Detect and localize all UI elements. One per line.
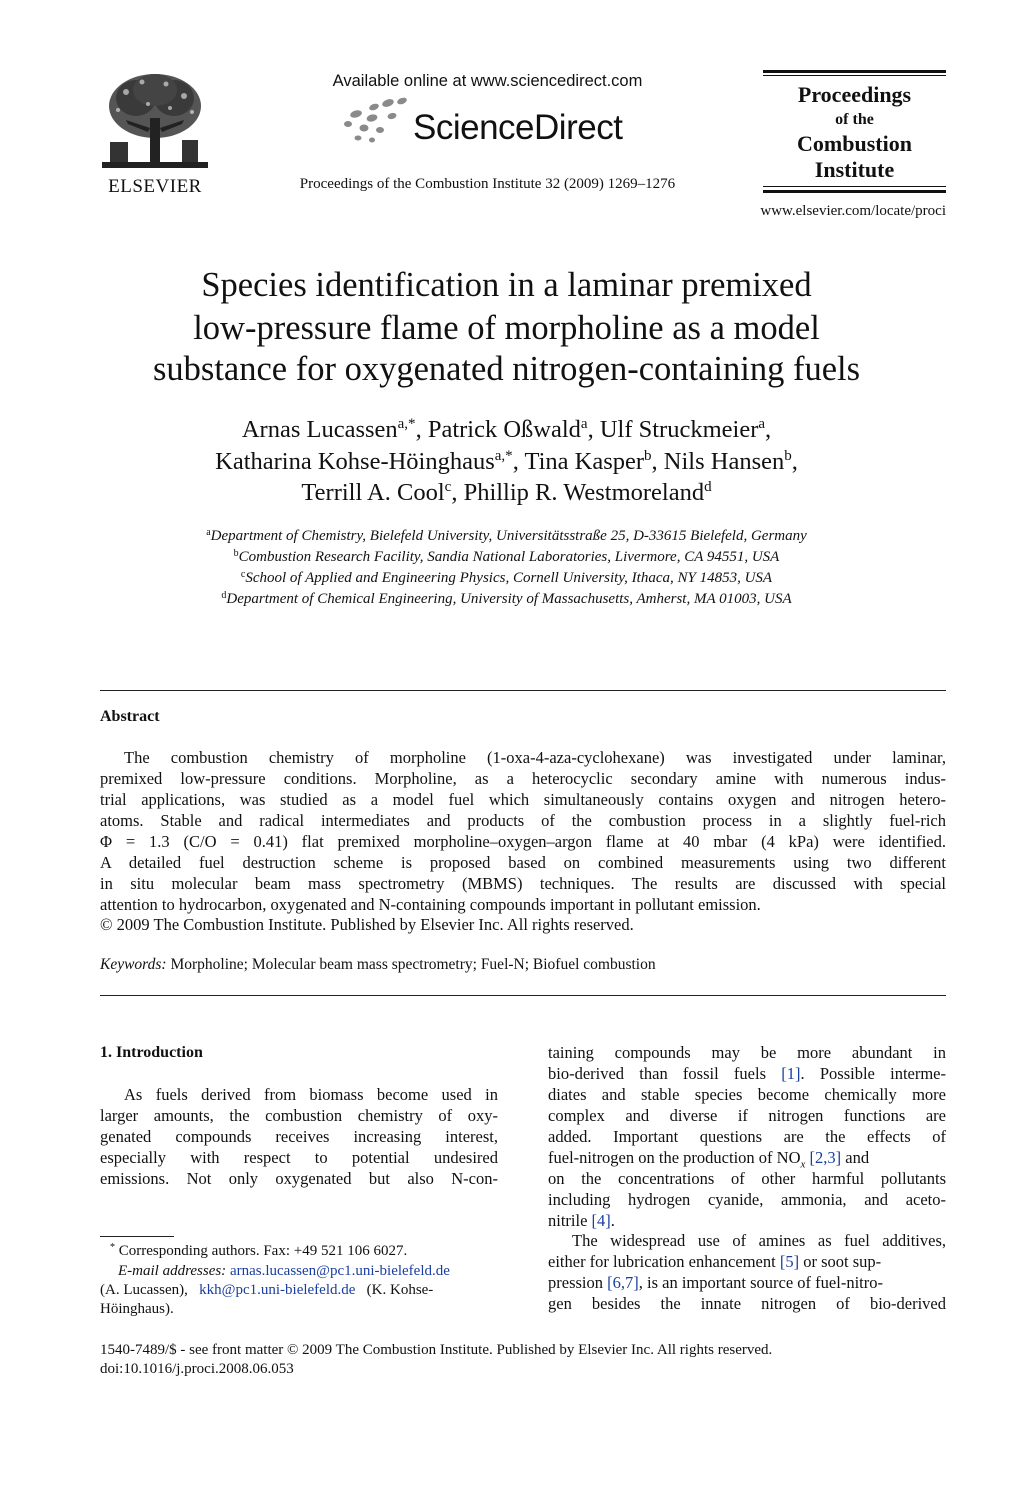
article-title-line-2: low-pressure flame of morpholine as a model xyxy=(193,309,820,347)
affiliation-d: $^d$Department of Chemical Engineering, University of Massachusetts, Amherst, MA 01003, USA xyxy=(221,590,792,607)
footnote-rule xyxy=(100,1236,174,1237)
intro-right-line: including hydrogen cyanide, ammonia, and aceto- xyxy=(548,1190,946,1209)
abstract-line: premixed low-pressure conditions. Morpholine, as a heterocyclic secondary amine with numerous indus- xyxy=(100,769,946,788)
abstract-bottom-rule xyxy=(100,995,946,996)
intro-left-line: larger amounts, the combustion chemistry of oxy- xyxy=(100,1106,498,1125)
abstract-top-rule xyxy=(100,690,946,691)
intro-right-line: added. Important questions are the effects of xyxy=(548,1127,946,1146)
box-bottom-rule-thin xyxy=(763,186,946,187)
sciencedirect-dots-icon xyxy=(342,96,414,144)
citation-link[interactable]: [6,7] xyxy=(607,1273,639,1292)
box-bottom-rule xyxy=(763,190,946,193)
abstract-line: trial applications, was studied as a model fuel which simultaneously contains oxygen and nitrogen hetero- xyxy=(100,790,946,809)
footnote-emails-3: Höinghaus). xyxy=(100,1301,174,1317)
author-line-1: Arnas Lucassen$^{a,*}$, Patrick Oßwald$^a$, Ulf Struckmeier$^a$, xyxy=(241,416,772,443)
author-affil-mark: a,* xyxy=(494,448,513,464)
intro-right-line: fuel-nitrogen on the production of $NO_x$ [2,3] and xyxy=(548,1148,870,1171)
citation-link[interactable]: [4] xyxy=(591,1211,611,1230)
author-name: Patrick Oßwald xyxy=(427,416,581,443)
issn-line: 1540-7489/$ - see front matter © 2009 The Combustion Institute. Published by Elsevier Inc. All rights reserved. xyxy=(100,1342,773,1358)
author-name: Tina Kasper xyxy=(524,448,645,475)
journal-box-line-1: Proceedings xyxy=(797,82,912,107)
email-link-kohse[interactable]: kkh@pc1.uni-bielefeld.de xyxy=(199,1282,356,1298)
abstract-line: in situ molecular beam mass spectrometry (MBMS) techniques. The results are discussed with special xyxy=(100,874,946,893)
journal-url[interactable]: www.elsevier.com/locate/proci xyxy=(760,203,946,219)
affiliation-c: $^c$School of Applied and Engineering Physics, Cornell University, Ithaca, NY 14853, USA xyxy=(240,569,773,586)
abstract-line: attention to hydrocarbon, oxygenated and N-containing compounds important in pollutant emission. xyxy=(100,895,761,914)
keywords xyxy=(100,956,656,974)
affiliation-a: $^a$Department of Chemistry, Bielefeld University, Universitätsstraße 25, D-33615 Bielefeld, Germany xyxy=(206,527,807,544)
abstract-heading: Abstract xyxy=(100,708,160,725)
elsevier-tree-icon xyxy=(96,68,214,172)
author-name: Phillip R. Westmoreland xyxy=(463,479,705,506)
affiliation-b: $^b$Combustion Research Facility, Sandia National Laboratories, Livermore, CA 94551, USA xyxy=(233,548,780,565)
sciencedirect-wordmark: ScienceDirect xyxy=(413,108,623,147)
intro-right-line: The widespread use of amines as fuel additives, xyxy=(572,1231,946,1250)
abstract-line: atoms. Stable and radical intermediates and products of the combustion process in a slightly fuel-rich xyxy=(100,811,946,830)
box-top-rule-thin xyxy=(763,75,946,76)
author-affil-mark: a,* xyxy=(397,416,416,432)
footnote-emails: E-mail addresses: arnas.lucassen@pc1.uni-bielefeld.de xyxy=(118,1263,450,1279)
citation-link[interactable]: [5] xyxy=(779,1252,800,1271)
abstract-line: A detailed fuel destruction scheme is proposed based on combined measurements using two different xyxy=(100,853,946,872)
elsevier-wordmark: ELSEVIER xyxy=(108,176,202,197)
author-name: Ulf Struckmeier xyxy=(599,416,759,443)
author-affil-mark: d xyxy=(704,479,712,495)
journal-title-box xyxy=(763,70,946,194)
intro-right-line: bio-derived than fossil fuels [1]. Possible interme- xyxy=(548,1064,946,1083)
intro-right-line: either for lubrication enhancement [5] or soot sup- xyxy=(548,1252,882,1271)
footnote-emails-2: (A. Lucassen), kkh@pc1.uni-bielefeld.de (K. Kohse- xyxy=(100,1282,434,1298)
citation-link[interactable]: [2,3] xyxy=(809,1148,842,1167)
author-affil-mark: b xyxy=(644,448,652,464)
intro-right-line: diates and stable species become chemically more xyxy=(548,1085,946,1104)
intro-right-line: pression [6,7], is an important source of fuel-nitro- xyxy=(548,1273,883,1292)
available-online-text: Available online at www.sciencedirect.com xyxy=(332,72,643,90)
intro-left-line: As fuels derived from biomass become used in xyxy=(124,1085,498,1104)
doi[interactable]: doi:10.1016/j.proci.2008.06.053 xyxy=(100,1361,294,1377)
abstract-copyright: © 2009 The Combustion Institute. Published by Elsevier Inc. All rights reserved. xyxy=(100,915,634,934)
keywords-list: Morpholine; Molecular beam mass spectrometry; Fuel-N; Biofuel combustion xyxy=(170,956,656,973)
author-name: Katharina Kohse-Höinghaus xyxy=(215,448,495,475)
journal-reference: Proceedings of the Combustion Institute 32 (2009) 1269–1276 xyxy=(299,176,676,192)
intro-right-line: on the concentrations of other harmful pollutants xyxy=(548,1169,946,1188)
elsevier-logo xyxy=(96,68,214,200)
intro-right-line: nitrile [4]. xyxy=(548,1211,615,1230)
intro-left-line: especially with respect to potential undesired xyxy=(100,1148,498,1167)
author-name: Arnas Lucassen xyxy=(241,416,398,443)
author-line-3: Terrill A. Cool$^c$, Phillip R. Westmoreland$^d$ xyxy=(301,479,712,506)
author-name: Nils Hansen xyxy=(663,448,785,475)
intro-right-line: complex and diverse if nitrogen functions are xyxy=(548,1106,946,1125)
email-link-lucassen[interactable]: arnas.lucassen@pc1.uni-bielefeld.de xyxy=(229,1263,450,1279)
intro-left-line: genated compounds receives increasing interest, xyxy=(100,1127,498,1146)
author-affil-mark: c xyxy=(444,479,452,495)
journal-box-line-4: Institute xyxy=(814,157,895,182)
abstract-line: The combustion chemistry of morpholine (1-oxa-4-aza-cyclohexane) was investigated under laminar, xyxy=(124,748,946,767)
author-affil-mark: a xyxy=(580,416,588,432)
section-heading-introduction: 1. Introduction xyxy=(100,1044,203,1061)
intro-right-line: gen besides the innate nitrogen of bio-derived xyxy=(548,1294,946,1313)
article-title-line-1: Species identification in a laminar premixed xyxy=(201,266,812,304)
article-title-line-3: substance for oxygenated nitrogen-containing fuels xyxy=(152,350,861,388)
footnote-corresponding: * Corresponding authors. Fax: +49 521 106 6027. xyxy=(110,1242,408,1259)
journal-box-line-3: Combustion xyxy=(797,131,912,156)
intro-left-line: emissions. Not only oxygenated but also N-con- xyxy=(100,1169,498,1188)
author-name: Terrill A. Cool xyxy=(301,479,445,506)
box-top-rule xyxy=(763,70,946,73)
author-affil-mark: b xyxy=(784,448,792,464)
abstract-line: Φ = 1.3 (C/O = 0.41) flat premixed morpholine–oxygen–argon flame at 40 mbar (4 kPa) were identified. xyxy=(100,832,946,851)
author-affil-mark: a xyxy=(758,416,766,432)
keywords-label: Keywords: xyxy=(100,956,167,973)
intro-right-line: taining compounds may be more abundant in xyxy=(548,1043,946,1062)
citation-link[interactable]: [1] xyxy=(781,1064,801,1083)
author-line-2: Katharina Kohse-Höinghaus$^{a,*}$, Tina Kasper$^b$, Nils Hansen$^b$, xyxy=(215,448,798,475)
journal-box-line-2: of the xyxy=(835,111,874,128)
